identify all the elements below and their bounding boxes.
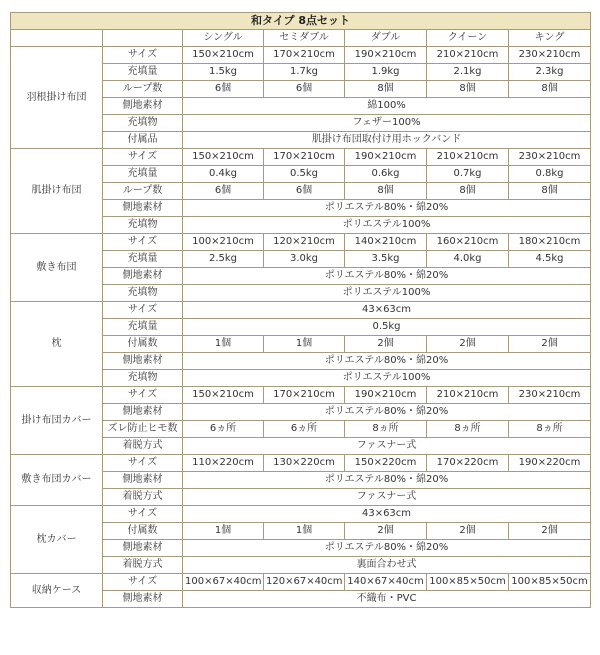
group-label: 掛け布団カバー bbox=[11, 387, 103, 455]
value-cell: 8個 bbox=[509, 183, 591, 200]
value-cell: 180×210cm bbox=[509, 234, 591, 251]
value-cell: 4.5kg bbox=[509, 251, 591, 268]
value-cell: 0.6kg bbox=[345, 166, 427, 183]
attribute-label: 充填物 bbox=[103, 285, 183, 302]
group-label: 枕カバー bbox=[11, 506, 103, 574]
header-blank-group bbox=[11, 30, 103, 47]
attribute-label: サイズ bbox=[103, 574, 183, 591]
value-cell: 2.5kg bbox=[183, 251, 264, 268]
value-cell: 150×220cm bbox=[345, 455, 427, 472]
value-cell: 1.5kg bbox=[183, 64, 264, 81]
merged-value-cell: 不織布・PVC bbox=[183, 591, 591, 608]
attribute-label: 充填物 bbox=[103, 217, 183, 234]
attribute-label: 充填量 bbox=[103, 251, 183, 268]
value-cell: 100×67×40cm bbox=[183, 574, 264, 591]
header-single: シングル bbox=[183, 30, 264, 47]
attribute-label: ループ数 bbox=[103, 183, 183, 200]
group-label: 敷き布団カバー bbox=[11, 455, 103, 506]
value-cell: 140×67×40cm bbox=[345, 574, 427, 591]
attribute-label: 側地素材 bbox=[103, 268, 183, 285]
value-cell: 100×85×50cm bbox=[509, 574, 591, 591]
header-row bbox=[11, 30, 591, 47]
group-label: 敷き布団 bbox=[11, 234, 103, 302]
value-cell: 2個 bbox=[427, 336, 509, 353]
attribute-label: 着脱方式 bbox=[103, 557, 183, 574]
merged-value-cell: ポリエステル80%・綿20% bbox=[183, 404, 591, 421]
merged-value-cell: 43×63cm bbox=[183, 302, 591, 319]
attribute-label: ループ数 bbox=[103, 81, 183, 98]
value-cell: 1.9kg bbox=[345, 64, 427, 81]
merged-value-cell: ポリエステル80%・綿20% bbox=[183, 268, 591, 285]
merged-value-cell: ファスナー式 bbox=[183, 438, 591, 455]
header-blank-attr bbox=[103, 30, 183, 47]
merged-value-cell: ファスナー式 bbox=[183, 489, 591, 506]
value-cell: 4.0kg bbox=[427, 251, 509, 268]
merged-value-cell: 0.5kg bbox=[183, 319, 591, 336]
value-cell: 1個 bbox=[264, 523, 345, 540]
value-cell: 8個 bbox=[427, 183, 509, 200]
title-row bbox=[11, 13, 591, 30]
attribute-label: サイズ bbox=[103, 387, 183, 404]
attribute-label: 側地素材 bbox=[103, 591, 183, 608]
value-cell: 8ヵ所 bbox=[427, 421, 509, 438]
value-cell: 8個 bbox=[427, 81, 509, 98]
table-title: 和タイプ 8点セット bbox=[11, 13, 591, 30]
attribute-label: サイズ bbox=[103, 506, 183, 523]
value-cell: 0.4kg bbox=[183, 166, 264, 183]
merged-value-cell: フェザー100% bbox=[183, 115, 591, 132]
header-queen: クイーン bbox=[427, 30, 509, 47]
value-cell: 1個 bbox=[183, 336, 264, 353]
value-cell: 150×210cm bbox=[183, 149, 264, 166]
group-label: 肌掛け布団 bbox=[11, 149, 103, 234]
attribute-label: サイズ bbox=[103, 302, 183, 319]
merged-value-cell: ポリエステル80%・綿20% bbox=[183, 540, 591, 557]
value-cell: 190×210cm bbox=[345, 47, 427, 64]
value-cell: 2個 bbox=[509, 336, 591, 353]
value-cell: 170×210cm bbox=[264, 387, 345, 404]
attribute-label: 着脱方式 bbox=[103, 489, 183, 506]
value-cell: 140×210cm bbox=[345, 234, 427, 251]
attribute-label: 側地素材 bbox=[103, 200, 183, 217]
value-cell: 1個 bbox=[264, 336, 345, 353]
value-cell: 6個 bbox=[183, 81, 264, 98]
attribute-label: ズレ防止ヒモ数 bbox=[103, 421, 183, 438]
value-cell: 120×210cm bbox=[264, 234, 345, 251]
value-cell: 190×210cm bbox=[345, 149, 427, 166]
merged-value-cell: 裏面合わせ式 bbox=[183, 557, 591, 574]
table-row bbox=[11, 455, 591, 472]
value-cell: 6ヵ所 bbox=[183, 421, 264, 438]
value-cell: 2個 bbox=[427, 523, 509, 540]
value-cell: 1個 bbox=[183, 523, 264, 540]
value-cell: 150×210cm bbox=[183, 47, 264, 64]
value-cell: 8ヵ所 bbox=[345, 421, 427, 438]
table-row bbox=[11, 387, 591, 404]
value-cell: 170×210cm bbox=[264, 47, 345, 64]
attribute-label: サイズ bbox=[103, 47, 183, 64]
table-row bbox=[11, 149, 591, 166]
value-cell: 160×210cm bbox=[427, 234, 509, 251]
value-cell: 230×210cm bbox=[509, 387, 591, 404]
group-label: 収納ケース bbox=[11, 574, 103, 608]
header-semi-double: セミダブル bbox=[264, 30, 345, 47]
table-row bbox=[11, 302, 591, 319]
value-cell: 6個 bbox=[264, 81, 345, 98]
value-cell: 8個 bbox=[509, 81, 591, 98]
value-cell: 190×210cm bbox=[345, 387, 427, 404]
value-cell: 0.8kg bbox=[509, 166, 591, 183]
attribute-label: 充填物 bbox=[103, 115, 183, 132]
value-cell: 2個 bbox=[345, 523, 427, 540]
table-row bbox=[11, 506, 591, 523]
value-cell: 230×210cm bbox=[509, 149, 591, 166]
attribute-label: 充填量 bbox=[103, 64, 183, 81]
attribute-label: サイズ bbox=[103, 234, 183, 251]
value-cell: 3.0kg bbox=[264, 251, 345, 268]
value-cell: 0.7kg bbox=[427, 166, 509, 183]
attribute-label: サイズ bbox=[103, 149, 183, 166]
attribute-label: 充填量 bbox=[103, 319, 183, 336]
value-cell: 2.1kg bbox=[427, 64, 509, 81]
merged-value-cell: 綿100% bbox=[183, 98, 591, 115]
merged-value-cell: ポリエステル80%・綿20% bbox=[183, 472, 591, 489]
spec-body bbox=[11, 47, 591, 608]
merged-value-cell: ポリエステル80%・綿20% bbox=[183, 200, 591, 217]
attribute-label: 側地素材 bbox=[103, 472, 183, 489]
attribute-label: 付属数 bbox=[103, 523, 183, 540]
table-row bbox=[11, 574, 591, 591]
value-cell: 230×210cm bbox=[509, 47, 591, 64]
table-row bbox=[11, 47, 591, 64]
spec-table-container bbox=[10, 12, 590, 608]
value-cell: 2個 bbox=[509, 523, 591, 540]
attribute-label: 側地素材 bbox=[103, 540, 183, 557]
attribute-label: サイズ bbox=[103, 455, 183, 472]
value-cell: 100×85×50cm bbox=[427, 574, 509, 591]
value-cell: 0.5kg bbox=[264, 166, 345, 183]
attribute-label: 着脱方式 bbox=[103, 438, 183, 455]
value-cell: 3.5kg bbox=[345, 251, 427, 268]
attribute-label: 側地素材 bbox=[103, 404, 183, 421]
merged-value-cell: ポリエステル80%・綿20% bbox=[183, 353, 591, 370]
value-cell: 100×210cm bbox=[183, 234, 264, 251]
attribute-label: 側地素材 bbox=[103, 98, 183, 115]
value-cell: 170×210cm bbox=[264, 149, 345, 166]
value-cell: 110×220cm bbox=[183, 455, 264, 472]
attribute-label: 付属数 bbox=[103, 336, 183, 353]
value-cell: 150×210cm bbox=[183, 387, 264, 404]
attribute-label: 付属品 bbox=[103, 132, 183, 149]
header-king: キング bbox=[509, 30, 591, 47]
value-cell: 8個 bbox=[345, 183, 427, 200]
value-cell: 210×210cm bbox=[427, 149, 509, 166]
merged-value-cell: 肌掛け布団取付け用ホックバンド bbox=[183, 132, 591, 149]
value-cell: 8個 bbox=[345, 81, 427, 98]
merged-value-cell: ポリエステル100% bbox=[183, 285, 591, 302]
value-cell: 6個 bbox=[183, 183, 264, 200]
value-cell: 170×220cm bbox=[427, 455, 509, 472]
attribute-label: 充填物 bbox=[103, 370, 183, 387]
value-cell: 2個 bbox=[345, 336, 427, 353]
value-cell: 130×220cm bbox=[264, 455, 345, 472]
attribute-label: 側地素材 bbox=[103, 353, 183, 370]
value-cell: 190×220cm bbox=[509, 455, 591, 472]
value-cell: 6個 bbox=[264, 183, 345, 200]
merged-value-cell: ポリエステル100% bbox=[183, 370, 591, 387]
value-cell: 6ヵ所 bbox=[264, 421, 345, 438]
merged-value-cell: 43×63cm bbox=[183, 506, 591, 523]
header-double: ダブル bbox=[345, 30, 427, 47]
value-cell: 1.7kg bbox=[264, 64, 345, 81]
merged-value-cell: ポリエステル100% bbox=[183, 217, 591, 234]
table-row bbox=[11, 234, 591, 251]
value-cell: 8ヵ所 bbox=[509, 421, 591, 438]
value-cell: 210×210cm bbox=[427, 47, 509, 64]
group-label: 枕 bbox=[11, 302, 103, 387]
group-label: 羽根掛け布団 bbox=[11, 47, 103, 149]
spec-table bbox=[10, 12, 591, 608]
attribute-label: 充填量 bbox=[103, 166, 183, 183]
value-cell: 210×210cm bbox=[427, 387, 509, 404]
value-cell: 120×67×40cm bbox=[264, 574, 345, 591]
value-cell: 2.3kg bbox=[509, 64, 591, 81]
